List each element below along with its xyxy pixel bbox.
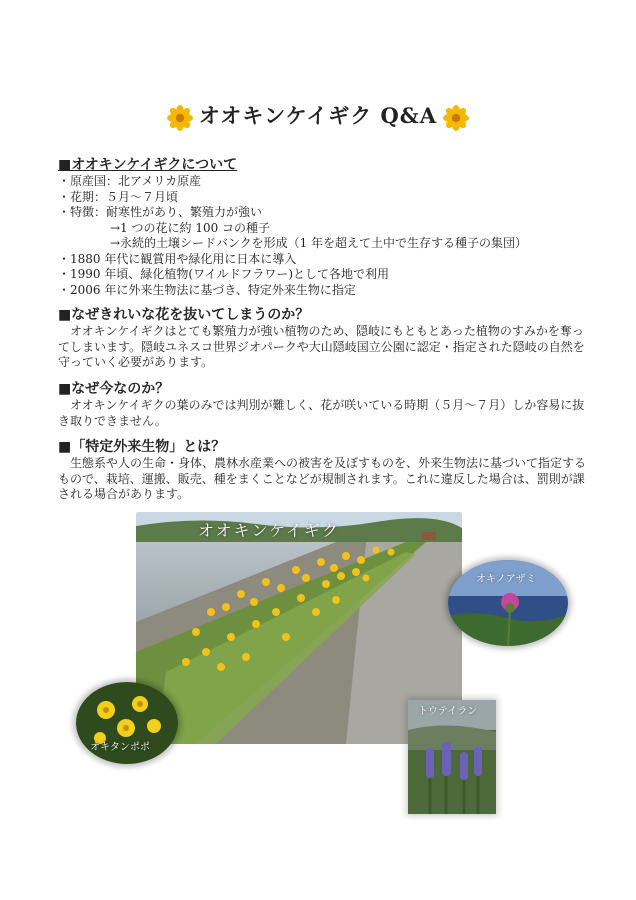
page-title [0, 100, 636, 131]
section-why-now [58, 380, 590, 429]
section-about [58, 156, 590, 298]
thistle-caption: オキノアザミ [476, 574, 536, 585]
list-item: ・2006 年に外来生物法に基づき、特定外来生物に指定 [58, 282, 356, 297]
section-specified-alien [58, 438, 590, 503]
sub-list-item: →1 つの花に約 100 コの種子 [110, 220, 271, 235]
list-item: ・花期：５月〜７月頃 [58, 189, 179, 204]
section-body: オオキンケイギクの葉のみでは判別が難しく、花が咲いている時期（５月〜７月）しか容易に抜き取りできません。 [58, 398, 585, 428]
yellow-flower-icon [167, 105, 193, 131]
section-heading: ■なぜ今なのか？ [58, 381, 170, 397]
section-why-remove [58, 306, 590, 371]
list-item: ・1990 年頃、緑化植物(ワイルドフラワー)として各地で利用 [58, 267, 389, 281]
thistle-photo [448, 560, 568, 646]
list-item: ・1880 年代に観賞用や緑化用に日本に導入 [58, 251, 297, 266]
orchid-image [408, 700, 496, 814]
orchid-caption: トウテイラン [418, 706, 478, 717]
title-text: オオキンケイギク Q&A [198, 103, 438, 128]
section-heading: ■なぜきれいな花を抜いてしまうのか？ [58, 307, 310, 323]
dandelion-photo [76, 682, 178, 764]
sub-list-item: →永続的土壌シードバンクを形成（1 年を超えて土中で生存する種子の集団） [110, 236, 528, 250]
section-body: オオキンケイギクはとても繁殖力が強い植物のため、隠岐にもともとあった植物のすみかを奪ってしまいます。隠岐ユネスコ世界ジオパークや大山隠岐国立公園に認定・指定された隠岐の自然を守っていく必要があります。 [58, 324, 585, 369]
orchid-photo [408, 700, 496, 814]
list-item: ・特徴：耐寒性があり、繁殖力が強い [58, 205, 263, 219]
section-body: 生態系や人の生命・身体、農林水産業への被害を及ぼすものを、外来生物法に基づいて指定するもので、栽培、運搬、販売、種をまくことなどが規制されます。これに違反した場合は、罰則が課される場合があります。 [58, 456, 587, 501]
section-heading: ■「特定外来生物」とは？ [58, 439, 226, 455]
main-photo-caption: オオキンケイギク [198, 521, 340, 540]
yellow-flower-icon [443, 105, 469, 131]
list-item: ・原産国：北アメリカ原産 [58, 174, 202, 188]
dandelion-caption: オキタンポポ [90, 742, 150, 753]
section-heading: ■オオキンケイギクについて [58, 157, 238, 173]
